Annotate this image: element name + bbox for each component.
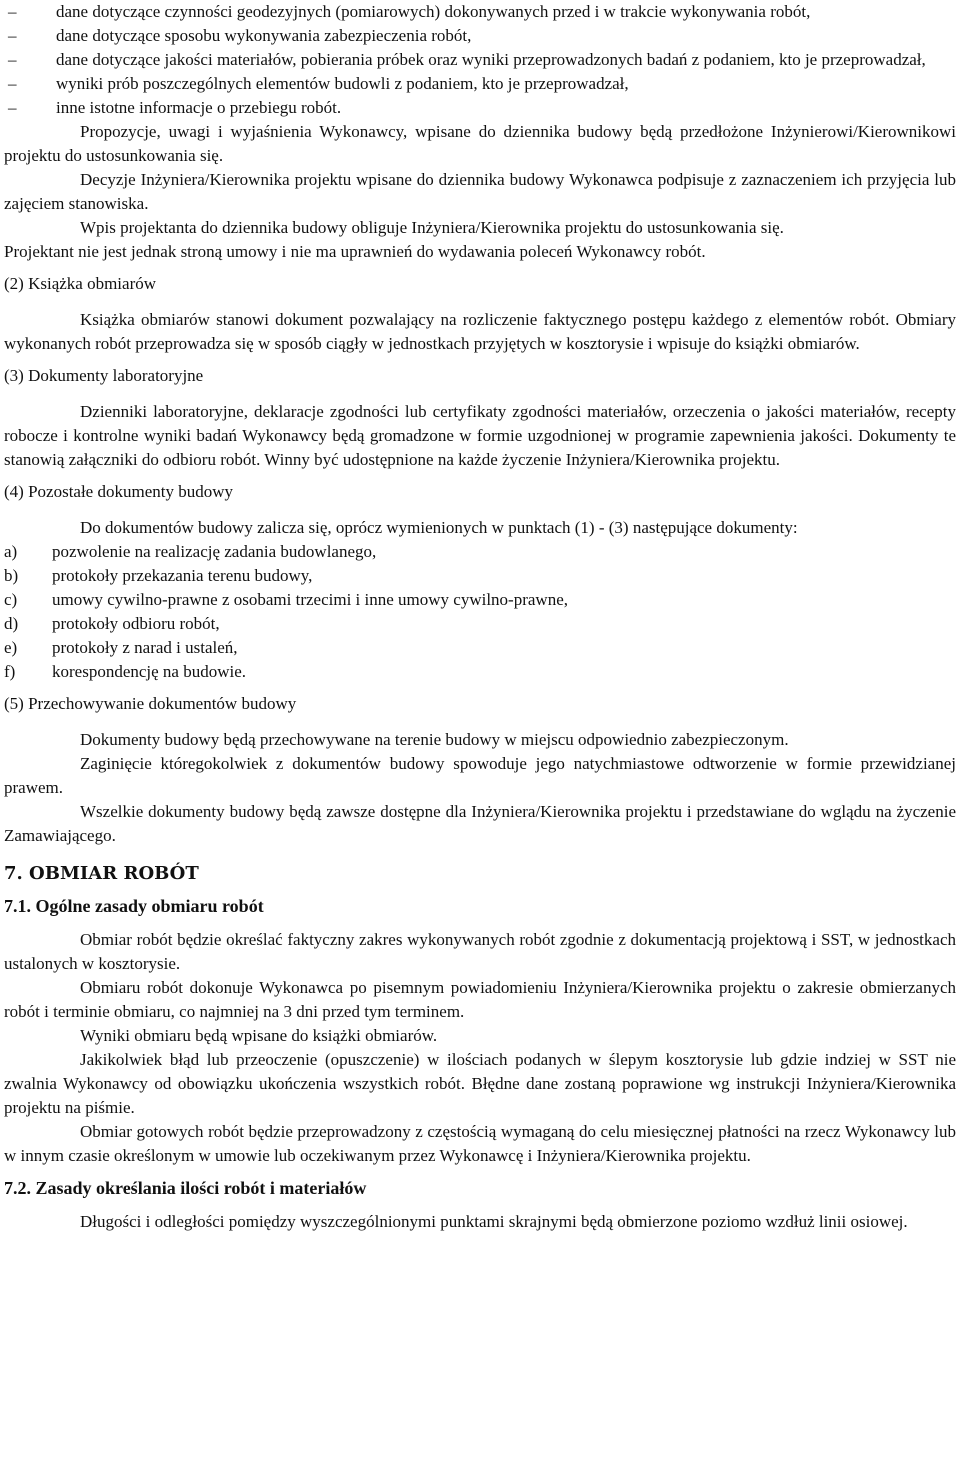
dash-item-1: – dane dotyczące czynności geodezyjnych (pomiarowych) dokonywanych przed i w trakcie wykonywania robót,	[8, 2, 811, 21]
subsection-title-zasady-okreslania: 7.2. Zasady określania ilości robót i materiałów	[4, 1178, 367, 1198]
paragraph-71d: Jakikolwiek błąd lub przeoczenie (opuszczenie) w ilościach podanych w ślepym kosztorysie lub gdzie indziej w SST nie zwalnia Wykonawcy od obowiązku ukończenia wszystkich robót. Błędne dane zostaną poprawione wg instrukcji Inżyniera/Kierownika projektu na piśmie.	[4, 1050, 956, 1117]
alpha-item-f: f) korespondencję na budowie.	[4, 662, 247, 681]
heading-przechowywanie: (5) Przechowywanie dokumentów budowy	[4, 694, 297, 713]
alpha-item-b: b) protokoły przekazania terenu budowy,	[4, 566, 313, 585]
paragraph-ksiazka: Książka obmiarów stanowi dokument pozwalający na rozliczenie faktycznego postępu każdego z elementów robót. Obmiary wykonanych robót przeprowadza się w sposób ciągły w jednostkach przyjętych w kosztorysie i wpisuje do książki obmiarów.	[4, 310, 956, 353]
alpha-list	[4, 540, 956, 684]
paragraph-pozostale: Do dokumentów budowy zalicza się, oprócz wymienionych w punktach (1) - (3) następujące dokumenty:	[80, 518, 798, 537]
heading-pozostale-dokumenty: (4) Pozostałe dokumenty budowy	[4, 482, 233, 501]
paragraph-decyzje: Decyzje Inżyniera/Kierownika projektu wpisane do dziennika budowy Wykonawca podpisuje z zaznaczeniem ich przyjęcia lub zajęciem stanowiska.	[4, 170, 956, 213]
paragraph-przechowywanie-1: Dokumenty budowy będą przechowywane na terenie budowy w miejscu odpowiednio zabezpieczonym.	[80, 730, 789, 749]
paragraph-laboratoryjne: Dzienniki laboratoryjne, deklaracje zgodności lub certyfikaty zgodności materiałów, orzeczenia o jakości materiałów, recepty robocze i kontrolne wyniki badań Wykonawcy będą gromadzone w formie uzgodnionej w programie zapewnienia jakości. Dokumenty te stanowią załączniki do odbioru robót. Winny być udostępnione na każde życzenie Inżyniera/Kierownika projektu.	[4, 402, 956, 469]
paragraph-71a: Obmiar robót będzie określać faktyczny zakres wykonywanych robót zgodnie z dokumentacją projektową i SST, w jednostkach ustalonych w kosztorysie.	[4, 930, 956, 973]
paragraph-projektant: Projektant nie jest jednak stroną umowy i nie ma uprawnień do wydawania poleceń Wykonawcy robót.	[4, 242, 706, 261]
paragraph-71c: Wyniki obmiaru będą wpisane do książki obmiarów.	[80, 1026, 438, 1045]
paragraph-przechowywanie-2: Zaginięcie któregokolwiek z dokumentów budowy spowoduje jego natychmiastowe odtworzenie w formie przewidzianej prawem.	[4, 754, 956, 797]
dash-item-5: – inne istotne informacje o przebiegu robót.	[8, 98, 342, 117]
paragraph-71e: Obmiar gotowych robót będzie przeprowadzony z częstością wymaganą do celu miesięcznej płatności na rzecz Wykonawcy lub w innym czasie określonym w umowie lub oczekiwanym przez Wykonawcę i Inżyniera/Kierownika projektu.	[4, 1122, 956, 1165]
dash-item-2: – dane dotyczące sposobu wykonywania zabezpieczenia robót,	[8, 26, 472, 45]
heading-ksiazka-obmiarow: (2) Książka obmiarów	[4, 274, 157, 293]
heading-dokumenty-laboratoryjne: (3) Dokumenty laboratoryjne	[4, 366, 204, 385]
alpha-item-c: c) umowy cywilno-prawne z osobami trzecimi i inne umowy cywilno-prawne,	[4, 590, 569, 609]
subsection-title-ogolne-zasady: 7.1. Ogólne zasady obmiaru robót	[4, 896, 264, 916]
paragraph-propozycje: Propozycje, uwagi i wyjaśnienia Wykonawcy, wpisane do dziennika budowy będą przedłożone Inżynierowi/Kierownikowi projektu do ustosunkowania się.	[4, 122, 956, 165]
alpha-item-e: e) protokoły z narad i ustaleń,	[4, 638, 238, 657]
dash-item-3: – dane dotyczące jakości materiałów, pobierania próbek oraz wyniki przeprowadzonych badań z podaniem, kto je przeprowadzał,	[8, 50, 926, 69]
alpha-item-d: d) protokoły odbioru robót,	[4, 614, 220, 633]
paragraph-przechowywanie-3: Wszelkie dokumenty budowy będą zawsze dostępne dla Inżyniera/Kierownika projektu i przedstawiane do wglądu na życzenie Zamawiającego.	[4, 802, 956, 845]
dash-item-4: – wyniki prób poszczególnych elementów budowli z podaniem, kto je przeprowadzał,	[8, 74, 629, 93]
paragraph-72a: Długości i odległości pomiędzy wyszczególnionymi punktami skrajnymi będą obmierzone poziomo wzdłuż linii osiowej.	[80, 1212, 908, 1231]
alpha-item-a: a) pozwolenie na realizację zadania budowlanego,	[4, 542, 377, 561]
paragraph-wpis: Wpis projektanta do dziennika budowy obliguje Inżyniera/Kierownika projektu do ustosunkowania się.	[80, 218, 784, 237]
dash-list	[4, 0, 956, 120]
paragraph-71b: Obmiaru robót dokonuje Wykonawca po pisemnym powiadomieniu Inżyniera/Kierownika projektu o zakresie obmierzanych robót i terminie obmiaru, co najmniej na 3 dni przed tym terminem.	[4, 978, 956, 1021]
section-title-obmiar-robot: 7. OBMIAR ROBÓT	[4, 863, 199, 884]
